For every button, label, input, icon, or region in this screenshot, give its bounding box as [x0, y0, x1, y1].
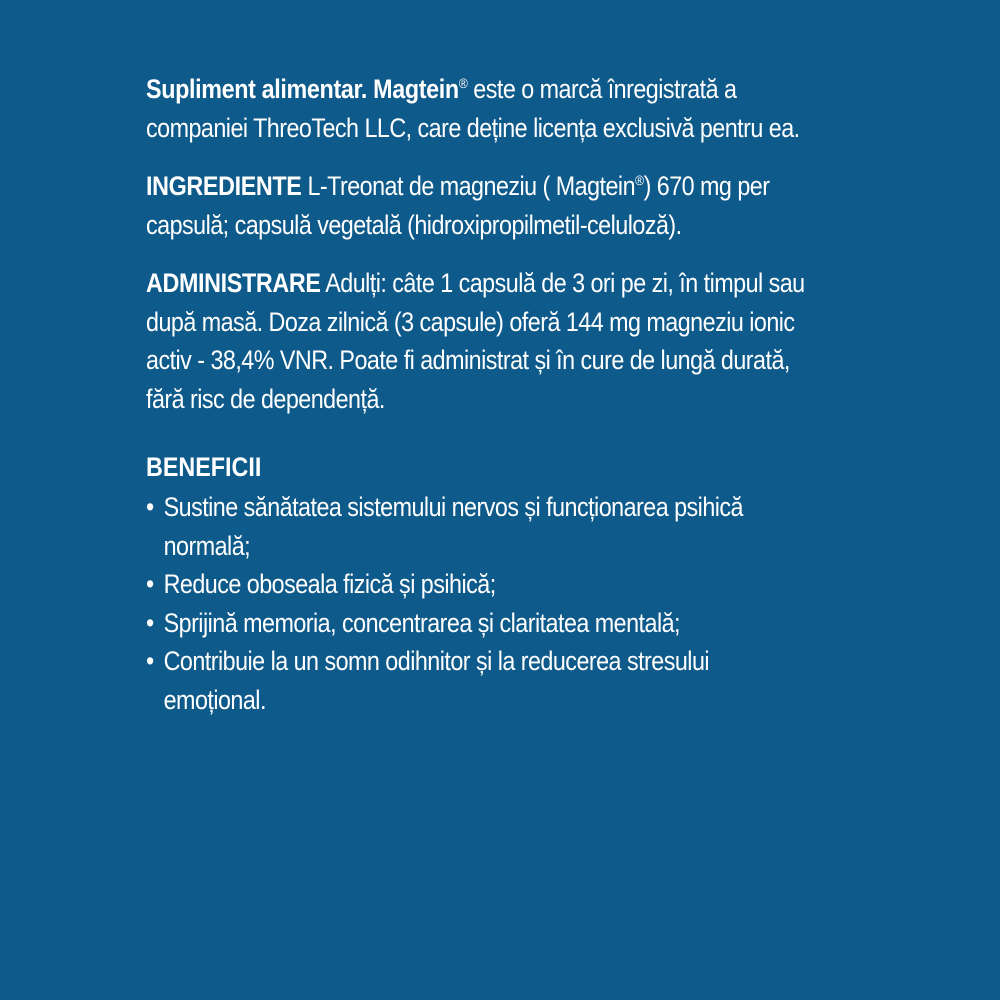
registered-mark: ®: [635, 172, 644, 189]
benefit-text: Sprijină memoria, concentrarea și claritatea mentală;: [163, 607, 680, 638]
registered-mark: ®: [458, 75, 468, 92]
administration-paragraph: [146, 264, 806, 418]
intro-paragraph: [146, 70, 806, 147]
intro-bold: Supliment alimentar. Magtein: [146, 74, 459, 104]
bullet-icon: •: [146, 492, 154, 522]
benefit-text: Reduce oboseala fizică și psihică;: [163, 569, 496, 599]
product-info-panel: [146, 70, 806, 719]
list-item: [146, 488, 806, 565]
ingredients-text-after: ) 670 mg per capsulă; capsulă vegetală (hidroxipropilmetil-celuloză).: [146, 171, 770, 240]
benefits-list: [146, 488, 806, 719]
administration-label: ADMINISTRARE: [146, 268, 321, 298]
intro-text: este o marcă înregistrată a companiei ThreoTech LLC, care deține licența exclusivă pentru ea.: [146, 74, 800, 143]
benefit-text: Contribuie la un somn odihnitor și la reducerea stresului emoțional.: [163, 646, 710, 715]
benefits-heading: BENEFICII: [146, 452, 262, 482]
list-item: [146, 565, 806, 604]
ingredients-text-before: L-Treonat de magneziu ( Magtein: [301, 171, 636, 201]
ingredients-paragraph: [146, 167, 806, 244]
list-item: [146, 642, 806, 719]
bullet-icon: •: [146, 607, 154, 638]
bullet-icon: •: [146, 569, 154, 599]
benefit-text: Sustine sănătatea sistemului nervos și funcționarea psihică normală;: [163, 492, 743, 561]
ingredients-label: INGREDIENTE: [146, 171, 302, 201]
list-item: [146, 604, 806, 643]
bullet-icon: •: [146, 646, 154, 676]
administration-text: Adulți: câte 1 capsulă de 3 ori pe zi, în timpul sau după masă. Doza zilnică (3 capsule) oferă 144 mg magneziu ionic activ - 38,4% VNR. Poate fi administrat și în cure de lungă durată, fără risc de dependență.: [146, 268, 805, 414]
